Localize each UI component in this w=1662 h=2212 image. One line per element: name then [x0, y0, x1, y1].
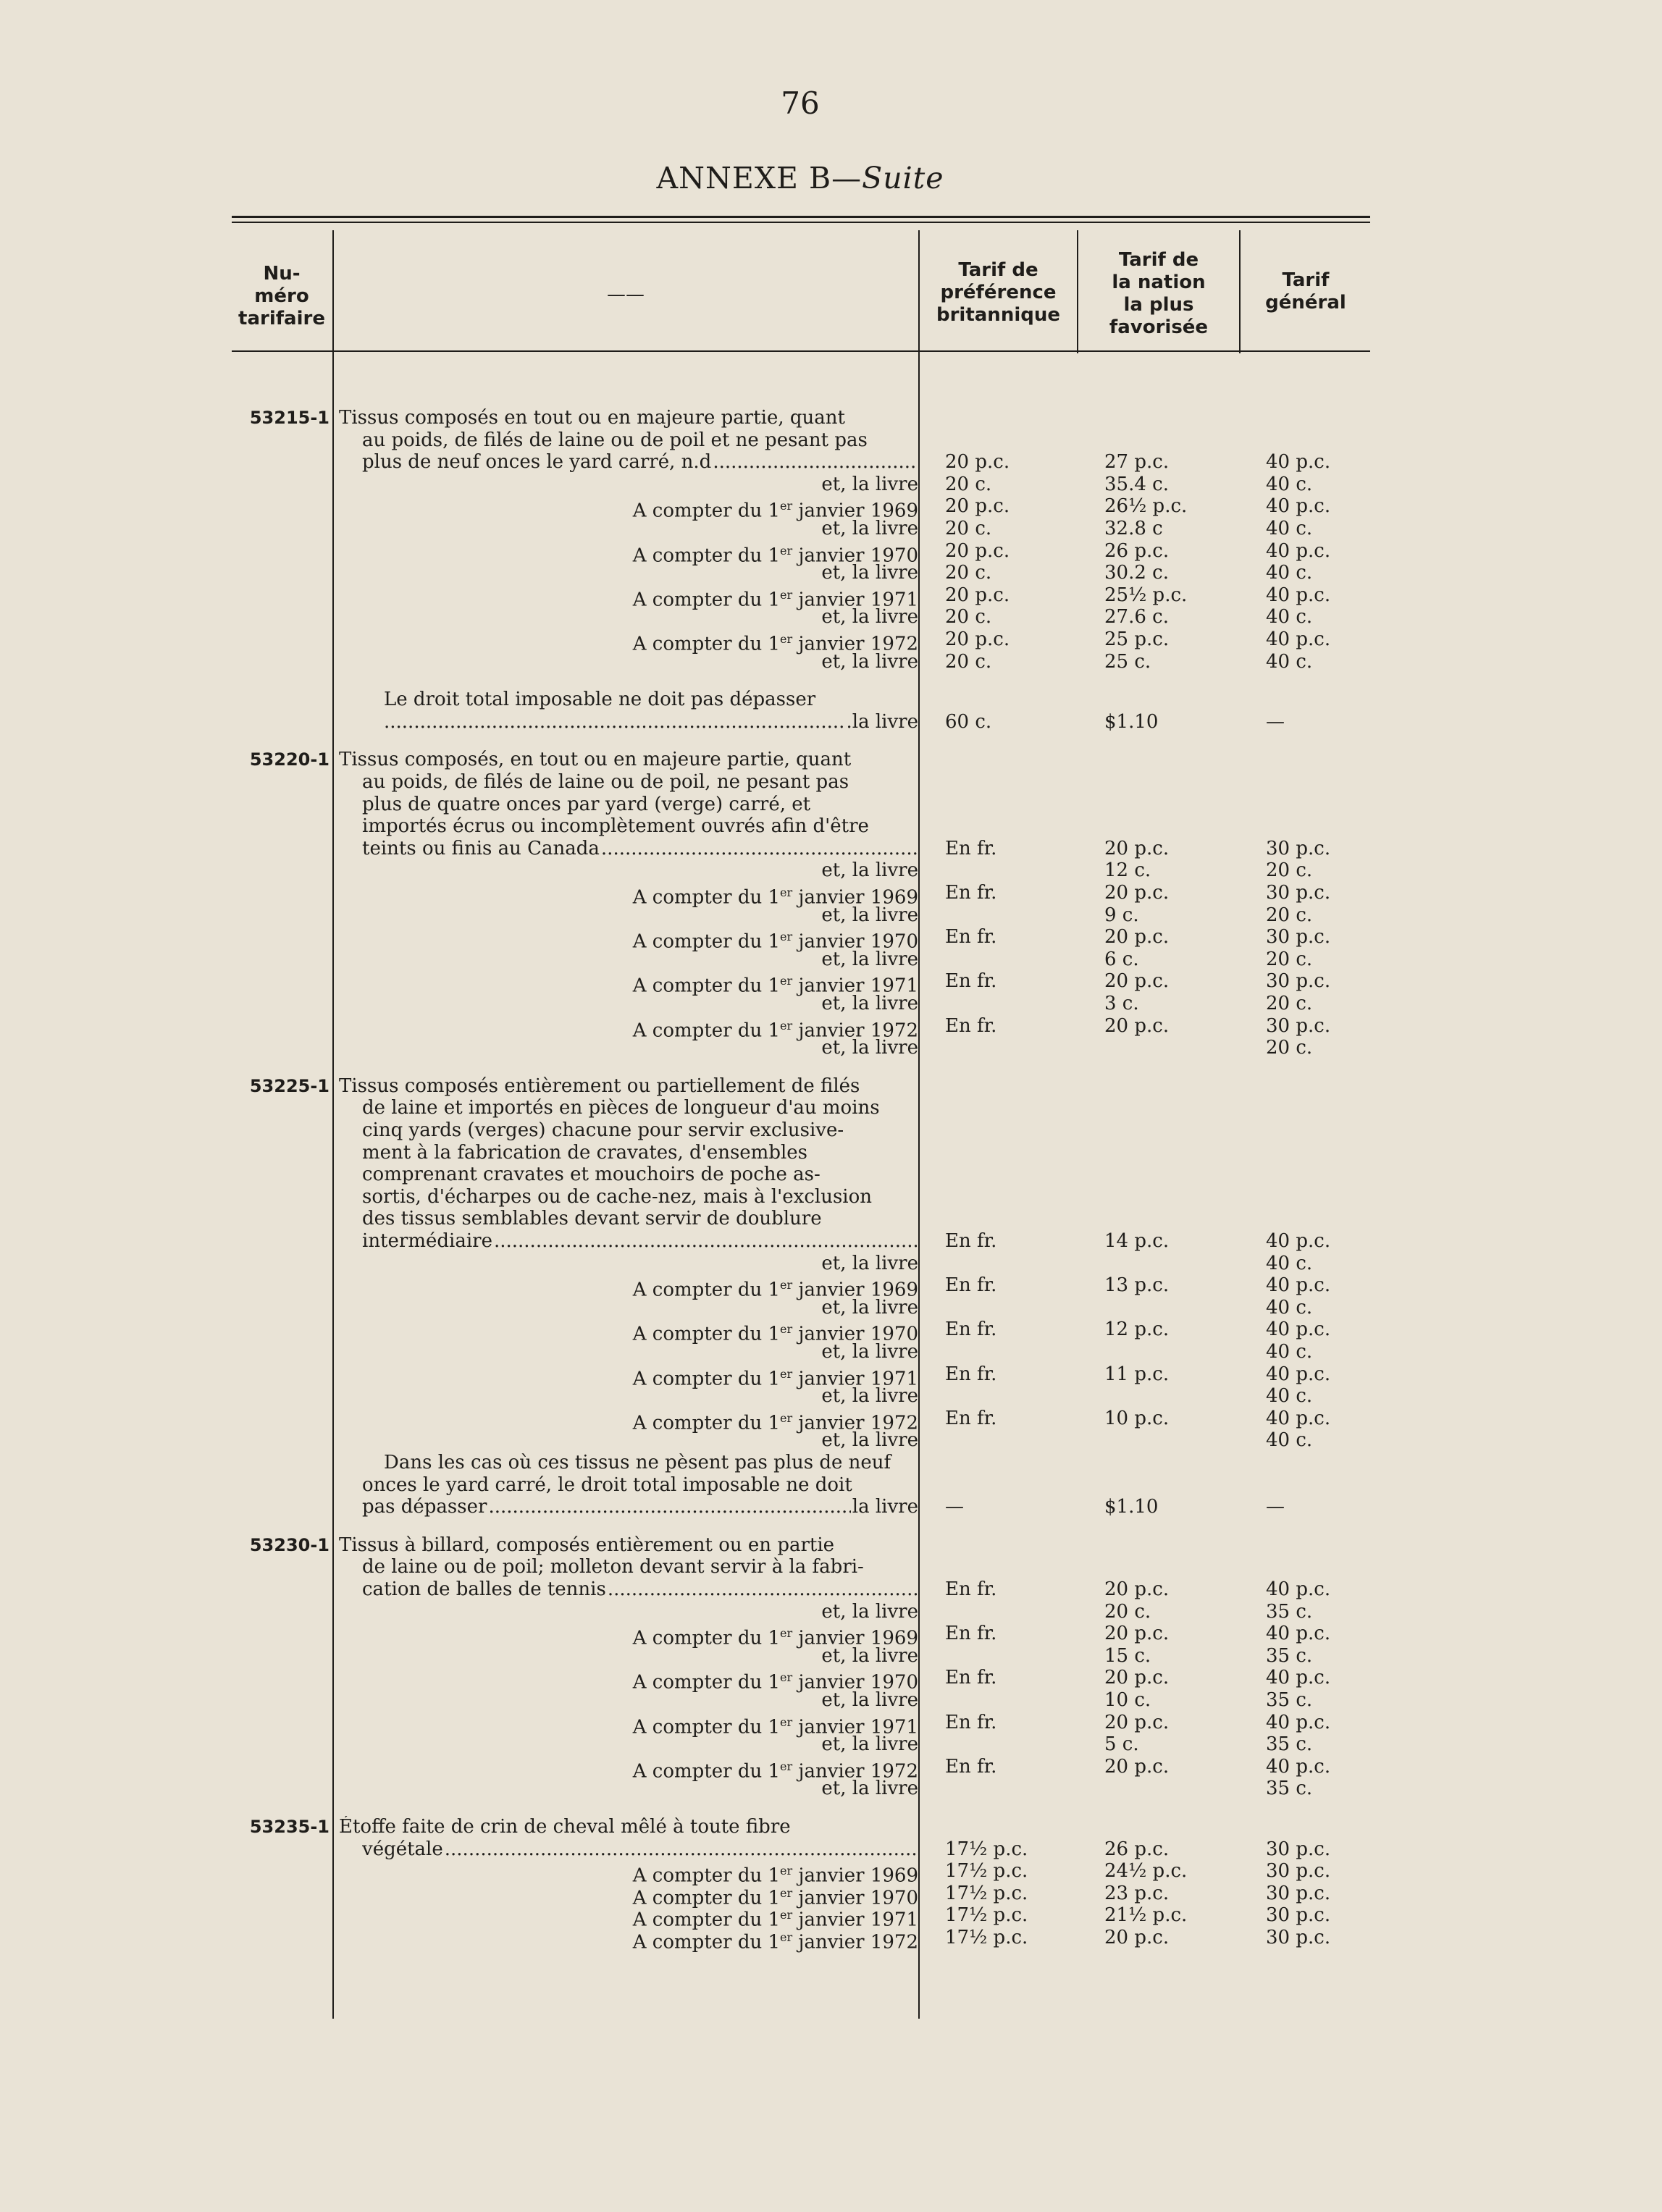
table-row — [0, 1097, 1662, 1119]
mfn-rate: 6 c. — [1104, 948, 1139, 970]
general-rate: 40 p.c. — [1266, 451, 1331, 474]
description: et, la livre — [821, 1600, 918, 1623]
table-top-rule — [232, 216, 1370, 218]
british-rate: 20 p.c. — [945, 584, 1010, 606]
mfn-rate: 26 p.c. — [1104, 539, 1170, 562]
mfn-rate: 20 p.c. — [1104, 1755, 1170, 1778]
british-rate: 20 p.c. — [945, 539, 1010, 562]
mfn-rate: 20 p.c. — [1104, 1623, 1170, 1645]
mfn-rate: 12 c. — [1104, 859, 1151, 882]
header-bottom-rule — [232, 350, 1370, 352]
table-row — [0, 539, 1662, 567]
tariff-number: 53230-1 — [249, 1534, 330, 1555]
description: et, la livre — [821, 993, 918, 1014]
dot-leader — [445, 1838, 917, 1860]
description: et, la livre — [821, 650, 918, 673]
british-rate: 17½ p.c. — [945, 1927, 1028, 1948]
general-rate: 40 p.c. — [1266, 1407, 1331, 1429]
mfn-rate: $1.10 — [1104, 1496, 1159, 1518]
british-rate: En fr. — [945, 1623, 997, 1645]
description: A compter du 1er janvier 1971 — [632, 1366, 918, 1390]
mfn-rate: 20 p.c. — [1104, 837, 1170, 859]
general-rate: 40 p.c. — [1266, 539, 1331, 562]
mfn-rate: 26½ p.c. — [1104, 495, 1188, 518]
mfn-rate: 12 p.c. — [1104, 1319, 1170, 1341]
header-mfn-line: la plus — [1123, 294, 1194, 316]
mfn-rate: 20 p.c. — [1104, 1014, 1170, 1037]
dot-leader — [384, 711, 845, 733]
description: onces le yard carré, le droit total imposable ne doit — [362, 1473, 852, 1496]
description: plus de quatre onces par yard (verge) carré, et — [362, 793, 811, 815]
mfn-rate: 21½ p.c. — [1104, 1904, 1188, 1927]
british-rate: 20 c. — [945, 473, 992, 495]
description: plus de neuf onces le yard carré, n.d ..... — [362, 451, 918, 473]
general-rate: 35 c. — [1266, 1733, 1313, 1756]
description: intermédiaire ..... — [362, 1230, 918, 1252]
mfn-rate: 11 p.c. — [1104, 1363, 1170, 1385]
description: et, la livre — [821, 1341, 918, 1363]
general-rate: 40 c. — [1266, 1341, 1313, 1363]
british-rate: 20 c. — [945, 562, 992, 584]
general-rate: 35 c. — [1266, 1778, 1313, 1800]
british-rate: 20 c. — [945, 518, 992, 539]
general-rate: 35 c. — [1266, 1689, 1313, 1711]
table-row — [0, 771, 1662, 793]
general-rate: 40 p.c. — [1266, 1230, 1331, 1252]
general-rate: 20 c. — [1266, 859, 1313, 882]
table-row — [0, 407, 1662, 429]
table-row — [0, 1904, 1662, 1932]
header-mfn — [1078, 249, 1239, 339]
title-italic: Suite — [862, 161, 944, 195]
general-rate: 30 p.c. — [1266, 837, 1331, 859]
general-rate: 20 c. — [1266, 904, 1313, 926]
description: teints ou finis au Canada ..... — [362, 838, 918, 859]
description: au poids, de filés de laine ou de poil, ne pesant pas — [362, 771, 849, 793]
description: et, la livre — [821, 1252, 918, 1274]
description: et, la livre — [821, 904, 918, 926]
description: A compter du 1er janvier 1971 — [632, 1908, 918, 1932]
table-row — [0, 1838, 1662, 1860]
description: de laine et importés en pièces de longueur d'au moins — [362, 1097, 880, 1119]
table-row — [0, 1578, 1662, 1600]
general-rate: 40 p.c. — [1266, 1623, 1331, 1645]
description: au poids, de filés de laine ou de poil et ne pesant pas — [362, 429, 868, 451]
description: et, la livre — [821, 1429, 918, 1452]
header-british-line: préférence — [940, 282, 1057, 303]
general-rate: 40 c. — [1266, 518, 1313, 539]
title-main: ANNEXE B— — [656, 161, 863, 195]
table-row — [0, 1816, 1662, 1838]
general-rate: 20 c. — [1266, 1037, 1313, 1059]
general-rate: 40 p.c. — [1266, 1711, 1331, 1733]
table-row — [0, 1164, 1662, 1185]
description: des tissus semblables devant servir de doublure — [362, 1208, 822, 1230]
general-rate: 40 p.c. — [1266, 1578, 1331, 1600]
description: A compter du 1er janvier 1969 — [632, 1278, 918, 1301]
description: A compter du 1er janvier 1971 — [632, 974, 918, 998]
general-rate: 40 c. — [1266, 1296, 1313, 1319]
table-row — [0, 1119, 1662, 1141]
table-row — [0, 562, 1662, 584]
table-row — [0, 926, 1662, 953]
british-rate: En fr. — [945, 1407, 997, 1429]
description: A compter du 1er janvier 1972 — [632, 1759, 918, 1783]
general-rate: 40 c. — [1266, 606, 1313, 628]
british-rate: 20 c. — [945, 650, 992, 673]
british-rate: 17½ p.c. — [945, 1838, 1028, 1860]
table-row — [0, 1075, 1662, 1097]
british-rate: 60 c. — [945, 710, 992, 733]
general-rate: 20 c. — [1266, 993, 1313, 1014]
description: ment à la fabrication de cravates, d'ensembles — [362, 1141, 808, 1164]
table-row — [0, 651, 1662, 673]
description: cation de balles de tennis ..... — [362, 1578, 918, 1600]
table-row — [0, 1645, 1662, 1667]
mfn-rate: 14 p.c. — [1104, 1230, 1170, 1252]
general-rate: 40 p.c. — [1266, 1274, 1331, 1297]
general-rate: 30 p.c. — [1266, 1014, 1331, 1037]
british-rate: En fr. — [945, 1363, 997, 1385]
mfn-rate: 27.6 c. — [1104, 606, 1169, 628]
description: A compter du 1er janvier 1970 — [632, 1322, 918, 1346]
mfn-rate: 27 p.c. — [1104, 451, 1170, 474]
description: et, la livre — [821, 1037, 918, 1059]
page-title — [0, 161, 1600, 195]
mfn-rate: 32.8 c — [1104, 518, 1163, 539]
header-num-line: méro — [254, 285, 309, 307]
mfn-rate: 30.2 c. — [1104, 562, 1169, 584]
general-rate: 40 p.c. — [1266, 1755, 1331, 1778]
mfn-rate: 20 c. — [1104, 1600, 1151, 1623]
description: Tissus composés entièrement ou partiellement de filés — [339, 1075, 860, 1097]
general-rate: 40 c. — [1266, 1429, 1313, 1452]
header-mfn-line: favorisée — [1109, 316, 1209, 338]
dot-leader — [713, 451, 917, 473]
table-row — [0, 838, 1662, 859]
mfn-rate: 20 p.c. — [1104, 882, 1170, 904]
table-row — [0, 1230, 1662, 1252]
general-rate: 40 c. — [1266, 473, 1313, 495]
general-rate: 35 c. — [1266, 1600, 1313, 1623]
description: et, la livre — [821, 948, 918, 970]
description: A compter du 1er janvier 1969 — [632, 1864, 918, 1887]
header-british — [920, 259, 1077, 327]
description: et, la livre — [821, 1689, 918, 1711]
general-rate: 40 c. — [1266, 1252, 1313, 1274]
british-rate: En fr. — [945, 882, 997, 904]
header-num-line: tarifaire — [238, 308, 325, 329]
table-row — [0, 993, 1662, 1014]
description: et, la livre — [821, 1296, 918, 1319]
british-rate: En fr. — [945, 1667, 997, 1689]
description: sortis, d'écharpes ou de cache-nez, mais à l'exclusion — [362, 1185, 873, 1208]
description: A compter du 1er janvier 1971 — [632, 1715, 918, 1738]
table-row — [0, 859, 1662, 881]
general-rate: 40 p.c. — [1266, 1363, 1331, 1385]
description: Tissus à billard, composés entièrement ou en partie — [339, 1534, 835, 1556]
mfn-rate: $1.10 — [1104, 710, 1159, 733]
general-rate: 30 p.c. — [1266, 1838, 1331, 1860]
table-row — [0, 794, 1662, 815]
british-rate: En fr. — [945, 837, 997, 859]
table-row — [0, 882, 1662, 909]
description: de laine ou de poil; molleton devant servir à la fabri- — [362, 1556, 864, 1578]
british-rate: En fr. — [945, 926, 997, 949]
table-row — [0, 1186, 1662, 1208]
table-row — [0, 495, 1662, 523]
mfn-rate: 3 c. — [1104, 993, 1139, 1014]
description: A compter du 1er janvier 1972 — [632, 632, 918, 655]
general-rate: — — [1266, 710, 1285, 733]
description: A compter du 1er janvier 1972 — [632, 1930, 918, 1954]
description: pas dépasser ..... la livre — [362, 1496, 918, 1518]
table-row — [0, 711, 1662, 733]
description: A compter du 1er janvier 1971 — [632, 587, 918, 611]
british-rate: 20 p.c. — [945, 628, 1010, 650]
description: Dans les cas où ces tissus ne pèsent pas plus de neuf — [384, 1452, 891, 1473]
description: A compter du 1er janvier 1969 — [632, 886, 918, 909]
table-row — [0, 1927, 1662, 1954]
header-british-line: Tarif de — [958, 259, 1038, 281]
british-rate: — — [945, 1496, 964, 1518]
description: végétale ..... — [362, 1838, 918, 1860]
dot-leader — [601, 838, 917, 859]
table-row — [0, 1711, 1662, 1738]
general-rate: — — [1266, 1496, 1285, 1518]
mfn-rate: 15 c. — [1104, 1644, 1151, 1667]
mfn-rate: 20 p.c. — [1104, 926, 1170, 949]
description: Tissus composés, en tout ou en majeure partie, quant — [339, 749, 852, 771]
dot-leader — [608, 1578, 917, 1600]
general-rate: 30 p.c. — [1266, 970, 1331, 993]
table-row — [0, 1253, 1662, 1274]
description: ..... .la livre — [384, 711, 918, 733]
mfn-rate: 10 c. — [1104, 1689, 1151, 1711]
header-num — [232, 263, 332, 330]
mfn-rate: 24½ p.c. — [1104, 1860, 1188, 1883]
general-rate: 30 p.c. — [1266, 1904, 1331, 1927]
description: comprenant cravates et mouchoirs de poche as- — [362, 1164, 820, 1186]
table-row — [0, 815, 1662, 837]
british-rate: En fr. — [945, 1274, 997, 1297]
description: et, la livre — [821, 606, 918, 628]
table-row — [0, 1274, 1662, 1301]
table-row — [0, 689, 1662, 710]
description: et, la livre — [821, 1778, 918, 1800]
header-british-line: britannique — [936, 304, 1060, 326]
table-row — [0, 628, 1662, 655]
general-rate: 40 c. — [1266, 562, 1313, 584]
header-mfn-line: Tarif de — [1118, 249, 1199, 271]
header-num-line: Nu- — [263, 263, 301, 285]
general-rate: 30 p.c. — [1266, 1927, 1331, 1948]
description: A compter du 1er janvier 1969 — [632, 1626, 918, 1649]
british-rate: 17½ p.c. — [945, 1860, 1028, 1883]
description: A compter du 1er janvier 1972 — [632, 1410, 918, 1434]
british-rate: En fr. — [945, 1711, 997, 1733]
description: Tissus composés en tout ou en majeure partie, quant — [339, 407, 845, 429]
british-rate: 17½ p.c. — [945, 1904, 1028, 1927]
british-rate: En fr. — [945, 1755, 997, 1778]
general-rate: 40 c. — [1266, 650, 1313, 673]
tariff-number: 53220-1 — [249, 749, 330, 770]
table-row — [0, 429, 1662, 451]
mfn-rate: 20 p.c. — [1104, 1667, 1170, 1689]
mfn-rate: 9 c. — [1104, 904, 1139, 926]
table-row — [0, 1208, 1662, 1229]
british-rate: 17½ p.c. — [945, 1882, 1028, 1904]
table-row — [0, 1385, 1662, 1407]
dot-leader — [488, 1496, 850, 1518]
table-row — [0, 451, 1662, 473]
table-row — [0, 1601, 1662, 1623]
general-rate: 40 c. — [1266, 1385, 1313, 1408]
table-row — [0, 1014, 1662, 1042]
general-rate: 30 p.c. — [1266, 1860, 1331, 1883]
description: cinq yards (verges) chacune pour servir exclusive- — [362, 1119, 844, 1141]
general-rate: 40 p.c. — [1266, 584, 1331, 606]
table-row — [0, 584, 1662, 611]
british-rate: En fr. — [945, 1230, 997, 1252]
description: et, la livre — [821, 1733, 918, 1756]
description: A compter du 1er janvier 1970 — [632, 930, 918, 953]
description: A compter du 1er janvier 1970 — [632, 1885, 918, 1909]
table-row — [0, 1860, 1662, 1887]
description: et, la livre — [821, 1644, 918, 1667]
table-row — [0, 1142, 1662, 1164]
table-top-rule-2 — [232, 222, 1370, 223]
table-row — [0, 1297, 1662, 1319]
mfn-rate: 35.4 c. — [1104, 473, 1169, 495]
table-row — [0, 1037, 1662, 1059]
table-row — [0, 949, 1662, 970]
mfn-rate: 23 p.c. — [1104, 1882, 1170, 1904]
header-general-line: Tarif — [1282, 269, 1330, 291]
british-rate: 20 p.c. — [945, 495, 1010, 518]
description: importés écrus ou incomplètement ouvrés afin d'être — [362, 815, 869, 838]
general-rate: 30 p.c. — [1266, 1882, 1331, 1904]
table-row — [0, 474, 1662, 495]
table-row — [0, 1341, 1662, 1363]
british-rate: En fr. — [945, 1319, 997, 1341]
page-number: 76 — [781, 85, 820, 121]
header-general-line: général — [1265, 292, 1346, 314]
description: et, la livre — [821, 518, 918, 539]
british-rate: En fr. — [945, 1578, 997, 1600]
general-rate: 30 p.c. — [1266, 882, 1331, 904]
table-row — [0, 904, 1662, 926]
table-row — [0, 1452, 1662, 1473]
mfn-rate: 26 p.c. — [1104, 1838, 1170, 1860]
tariff-number: 53225-1 — [249, 1075, 330, 1096]
description: Le droit total imposable ne doit pas dépasser — [384, 689, 816, 711]
dot-leader — [494, 1230, 917, 1252]
table-row — [0, 1496, 1662, 1518]
description: Étoffe faite de crin de cheval mêlé à toute fibre — [339, 1816, 791, 1838]
table-row — [0, 606, 1662, 628]
table-row — [0, 1363, 1662, 1390]
mfn-rate: 20 p.c. — [1104, 1927, 1170, 1948]
table-row — [0, 1474, 1662, 1496]
table-row — [0, 1733, 1662, 1755]
general-rate: 35 c. — [1266, 1644, 1313, 1667]
mfn-rate: 25 p.c. — [1104, 628, 1170, 650]
table-row — [0, 1755, 1662, 1783]
table-row — [0, 1882, 1662, 1909]
mfn-rate: 20 p.c. — [1104, 970, 1170, 993]
mfn-rate: 25 c. — [1104, 650, 1151, 673]
mfn-rate: 10 p.c. — [1104, 1407, 1170, 1429]
table-row — [0, 749, 1662, 770]
general-rate: 40 p.c. — [1266, 1667, 1331, 1689]
table-row — [0, 1556, 1662, 1578]
mfn-rate: 13 p.c. — [1104, 1274, 1170, 1297]
description: A compter du 1er janvier 1970 — [632, 543, 918, 567]
tariff-number: 53215-1 — [249, 408, 330, 428]
description: et, la livre — [821, 473, 918, 495]
description: et, la livre — [821, 562, 918, 584]
description: A compter du 1er janvier 1970 — [632, 1670, 918, 1694]
table-row — [0, 1534, 1662, 1556]
header-mfn-line: la nation — [1112, 272, 1206, 293]
table-row — [0, 518, 1662, 539]
general-rate: 40 p.c. — [1266, 628, 1331, 650]
general-rate: 30 p.c. — [1266, 926, 1331, 949]
tariff-number: 53235-1 — [249, 1817, 330, 1837]
description: A compter du 1er janvier 1972 — [632, 1018, 918, 1042]
general-rate: 40 p.c. — [1266, 1319, 1331, 1341]
table-row — [0, 970, 1662, 998]
mfn-rate: 20 p.c. — [1104, 1711, 1170, 1733]
general-rate: 40 p.c. — [1266, 495, 1331, 518]
british-rate: 20 p.c. — [945, 451, 1010, 474]
table-row — [0, 1623, 1662, 1649]
table-row — [0, 1429, 1662, 1451]
description: et, la livre — [821, 859, 918, 882]
general-rate: 20 c. — [1266, 948, 1313, 970]
table-row — [0, 1689, 1662, 1711]
table-row — [0, 1407, 1662, 1434]
header-general — [1241, 269, 1371, 314]
description: et, la livre — [821, 1385, 918, 1408]
british-rate: En fr. — [945, 970, 997, 993]
british-rate: En fr. — [945, 1014, 997, 1037]
mfn-rate: 20 p.c. — [1104, 1578, 1170, 1600]
mfn-rate: 25½ p.c. — [1104, 584, 1188, 606]
table-row — [0, 1667, 1662, 1694]
british-rate: 20 c. — [945, 606, 992, 628]
mfn-rate: 5 c. — [1104, 1733, 1139, 1756]
table-row — [0, 1319, 1662, 1346]
table-row — [0, 1778, 1662, 1799]
description: A compter du 1er janvier 1969 — [632, 499, 918, 523]
header-desc: —— — [607, 284, 645, 306]
